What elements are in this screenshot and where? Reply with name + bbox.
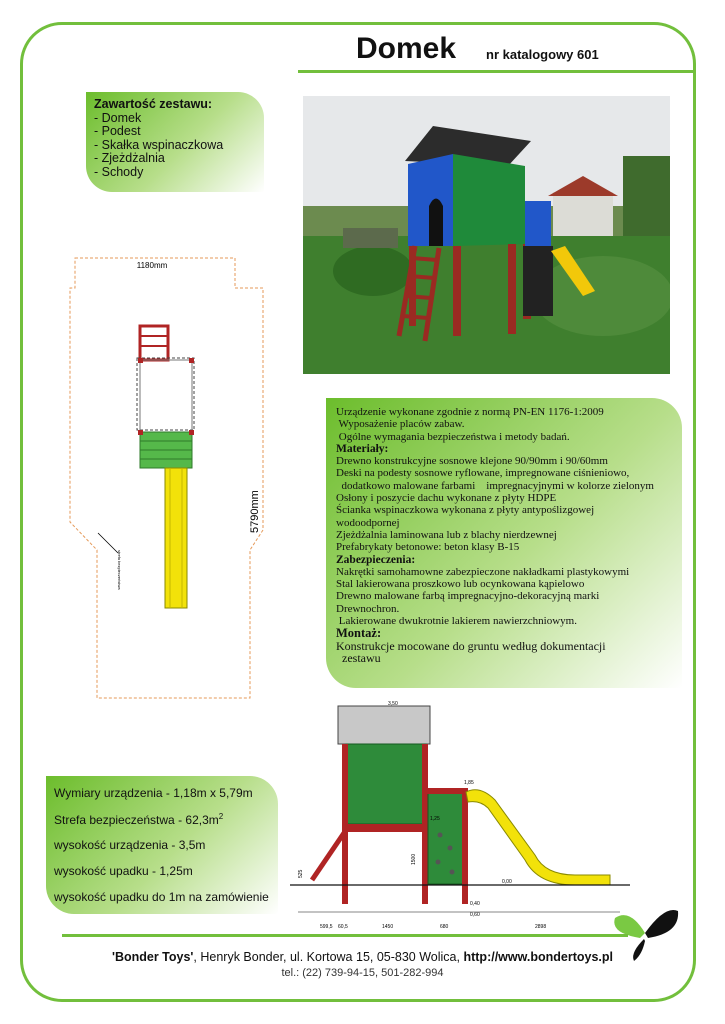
spec-line: Drewnochron. — [336, 602, 400, 615]
side-elevation — [290, 700, 635, 932]
spec-line: Prefabrykaty betonowe: beton klasy B-15 — [336, 541, 520, 554]
spec-line: Osłony i poszycie dachu wykonane z płyty HDPE — [336, 492, 557, 505]
footer-divider — [62, 934, 628, 937]
photo-wall-green — [453, 154, 525, 246]
elev-house-wall — [346, 744, 426, 824]
elev-label: 1,85 — [464, 780, 474, 786]
set-contents-item: - Skałka wspinaczkowa — [94, 137, 224, 152]
spec-line: dodatkowo malowane farbami impregnacyjnymi w kolorze zielonym — [336, 479, 654, 492]
elev-label: 680 — [440, 924, 449, 930]
spec-line: Drewno malowane farbą impregnacyjno-dekoracyjną marki — [336, 590, 600, 603]
elev-label: 0,00 — [502, 879, 512, 885]
elev-label: 525 — [298, 869, 304, 878]
elev-label: 60,5 — [338, 924, 348, 930]
product-photo — [303, 96, 670, 374]
plan-house — [137, 358, 194, 430]
elev-label: 599,5 — [320, 924, 333, 930]
elev-label: 0,60 — [470, 912, 480, 918]
set-contents-item: - Podest — [94, 124, 141, 138]
spec-line: Nakrętki samohamowne zabezpieczone nakładkami plastykowymi — [336, 565, 630, 578]
top-view-plan — [60, 250, 290, 710]
spec-line: Wyposażenie placów zabaw. — [336, 418, 465, 431]
elev-label: 1500 — [411, 853, 417, 865]
elev-slide — [466, 790, 610, 885]
fall-height: wysokość upadku - 1,25m — [54, 864, 193, 878]
company-address: , Henryk Bonder, ul. Kortowa 15, 05-830 Wolica, — [193, 950, 464, 964]
spec-line: Drewno konstrukcyjne sosnowe klejone 90/90mm i 90/60mm — [336, 455, 608, 468]
elev-roof — [338, 706, 430, 744]
set-contents-item: - Domek — [94, 110, 142, 125]
spec-line: Ścianka wspinaczkowa wykonana z płyty antypoślizgowej — [336, 504, 595, 517]
mount-heading: Montaż: — [336, 626, 382, 641]
spec-line: Deski na podesty sosnowe ryflowane, impregnowane ciśnieniowo, — [336, 467, 630, 480]
dimensions-box — [46, 776, 278, 914]
set-contents-item: - Schody — [94, 164, 144, 179]
elev-label: 1,25 — [430, 816, 440, 822]
spec-line: zestawu — [336, 650, 381, 665]
plan-width-label: 1180mm — [136, 261, 168, 270]
plan-slide — [165, 468, 187, 608]
safety-zone-unit-sup: 2 — [218, 812, 224, 821]
catalog-number: nr katalogowy 601 — [486, 47, 599, 62]
footer-contact — [0, 950, 725, 964]
device-size: Wymiary urządzenia - 1,18m x 5,79m — [54, 786, 253, 800]
safety-zone — [54, 812, 270, 838]
set-contents-heading: Zawartość zestawu: — [94, 97, 213, 111]
safety-zone-value: Strefa bezpieczeństwa - 62,3m — [54, 813, 219, 827]
photo-climbing-wall — [523, 246, 553, 316]
page-title: Domek — [356, 32, 457, 65]
zone-note-arrow — [98, 533, 118, 553]
elev-label: 2898 — [535, 924, 547, 930]
set-contents-item: - Zjeżdżalnia — [94, 151, 165, 165]
spec-line: Lakierowane dwukrotnie lakierem nawierzchniowym. — [336, 615, 577, 628]
spec-line: Urządzenie wykonane zgodnie z normą PN-EN 1176-1:2009 — [336, 406, 604, 418]
device-height: wysokość urządzenia - 3,5m — [54, 838, 206, 852]
plan-ladder — [140, 326, 168, 360]
spec-line: Konstrukcje mocowane do gruntu według dokumentacji — [336, 638, 606, 653]
spec-line: Zjeżdżalnia laminowana lub z blachy nierdzewnej — [336, 528, 557, 541]
footer-phone: tel.: (22) 739-94-15, 501-282-994 — [281, 967, 444, 979]
spec-line: Stal lakierowana proszkowo lub ocynkowana kąpielowo — [336, 578, 585, 591]
specifications-box — [326, 398, 682, 688]
elev-label: 0,40 — [470, 901, 480, 907]
elev-ladder — [312, 830, 346, 880]
spec-line: Ogólne wymagania bezpieczeństwa i metody badań. — [336, 430, 570, 443]
fall-height-option: wysokość upadku do 1m na zamówienie — [54, 890, 269, 904]
elev-label: 3,50 — [388, 701, 398, 707]
company-name: 'Bonder Toys' — [111, 950, 194, 964]
title-divider — [298, 70, 696, 73]
company-website-link[interactable]: http://www.bondertoys.pl — [463, 950, 613, 964]
materials-heading: Materiały: — [336, 442, 389, 455]
plan-length-label: 5790mm — [249, 490, 261, 533]
security-heading: Zabezpieczenia: — [336, 553, 416, 566]
zone-note-label: strefa bezpieczeństwa — [117, 550, 122, 590]
elev-climbing-wall — [428, 790, 466, 884]
set-contents-box — [86, 92, 264, 192]
spec-line: wodoodpornej — [336, 516, 400, 529]
elev-label: 1450 — [382, 924, 394, 930]
